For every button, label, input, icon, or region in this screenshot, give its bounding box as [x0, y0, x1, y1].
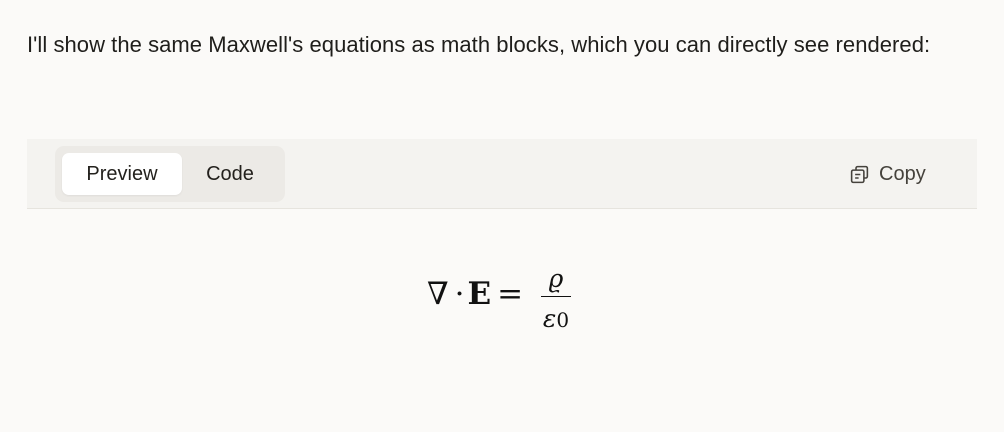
equation-left-side [427, 274, 523, 314]
gauss-law-equation [427, 265, 577, 345]
tab-preview[interactable]: Preview [62, 153, 182, 195]
copy-icon [849, 164, 870, 185]
epsilon-subscript: 0 [556, 308, 570, 332]
permittivity-symbol [540, 304, 572, 335]
view-tabs [55, 146, 285, 202]
electric-field-symbol: E [467, 276, 492, 312]
charge-density-symbol: ϱ [548, 264, 564, 293]
fraction-line [541, 296, 571, 297]
dot-operator: · [454, 276, 465, 312]
charge-density-fraction [540, 265, 572, 341]
math-block-toolbar [27, 139, 977, 209]
copy-label: Copy [879, 162, 926, 185]
epsilon-symbol: ε [542, 304, 557, 333]
copy-button[interactable] [849, 159, 926, 189]
tab-code[interactable]: Code [206, 163, 254, 185]
equals-sign: = [497, 276, 524, 312]
message-text: I'll show the same Maxwell's equations as math blocks, which you can directly see rendered: [27, 32, 931, 57]
nabla-symbol: ∇ [427, 276, 449, 312]
math-block [27, 139, 977, 432]
